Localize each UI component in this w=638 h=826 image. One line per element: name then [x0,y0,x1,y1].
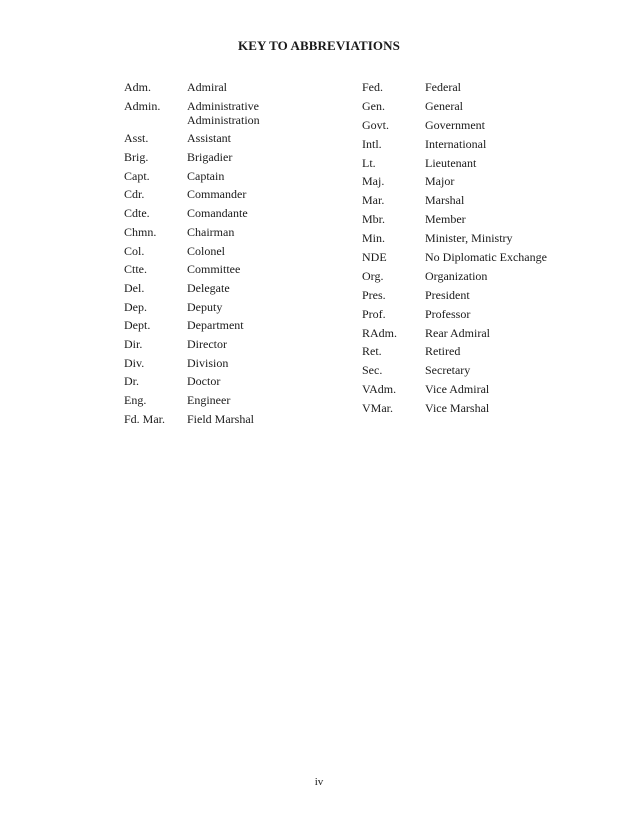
abbreviation-meaning: Brigadier [187,150,233,165]
abbreviation-row [362,80,602,94]
abbreviation-term: Dep. [124,299,147,314]
abbreviation-meaning: Vice Marshal [425,401,490,416]
abbreviation-row [362,307,602,321]
abbreviation-term: Pres. [362,287,386,302]
abbreviation-term: Div. [124,355,145,370]
abbreviation-row [362,118,602,132]
abbreviation-row [362,174,602,188]
abbreviation-term: Sec. [362,363,383,378]
abbreviation-meaning: Retired [425,344,461,359]
abbreviation-term: RAdm. [362,325,398,340]
abbreviation-row [362,250,602,264]
abbreviation-term: Fd. Mar. [124,411,166,426]
abbreviation-meaning: Engineer [187,393,231,407]
abbreviation-row [362,363,602,377]
abbreviation-row [124,99,364,127]
abbreviation-term: Mbr. [362,212,386,227]
abbreviation-row [362,193,602,207]
abbreviation-row [124,206,364,220]
abbreviation-term: Cdte. [124,206,150,221]
abbreviation-term: Dir. [124,336,143,351]
abbreviation-meaning: Colonel [187,243,225,258]
abbreviation-row [362,137,602,151]
abbreviation-meaning: Major [425,174,455,189]
abbreviation-meaning: Field Marshal [187,411,254,426]
abbreviation-term: Admin. [124,98,161,113]
abbreviation-meaning: Rear Admiral [425,325,490,340]
abbreviation-row [124,187,364,201]
abbreviation-term: Fed. [362,80,383,94]
abbreviation-row [124,225,364,239]
abbreviation-meaning: Department [187,318,244,333]
abbreviation-term: Gen. [362,98,385,113]
abbreviation-meaning: Vice Admiral [425,382,490,397]
abbreviations-right-column [362,80,602,420]
abbreviation-term: Dept. [124,318,151,333]
abbreviation-meaning: Committee [187,262,241,277]
abbreviation-row [362,382,602,396]
abbreviation-row [124,131,364,145]
abbreviation-term: Min. [362,231,386,246]
abbreviation-row [124,80,364,94]
abbreviation-term: Adm. [124,80,151,94]
abbreviation-row [124,150,364,164]
abbreviation-row [124,300,364,314]
abbreviation-meaning: Government [425,117,485,132]
abbreviation-meaning: Assistant [187,131,232,146]
abbreviation-meaning: Delegate [187,280,230,295]
abbreviation-term: Asst. [124,131,149,146]
abbreviation-row [124,374,364,388]
abbreviation-row [124,393,364,407]
abbreviation-term: Cdr. [124,187,145,202]
abbreviation-meaning: Secretary [425,363,471,378]
abbreviation-meaning: Minister, Ministry [425,231,513,246]
abbreviation-row [362,99,602,113]
abbreviation-row [124,262,364,276]
abbreviations-left-column [124,80,364,430]
abbreviation-term: Lt. [362,155,376,170]
abbreviation-row [124,318,364,332]
abbreviation-term: Ctte. [124,262,147,277]
abbreviation-meaning: Marshal [425,193,465,208]
abbreviation-row [124,356,364,370]
abbreviation-meaning: International [425,136,487,151]
abbreviation-term: Dr. [124,374,139,389]
abbreviation-meaning: Doctor [187,374,221,389]
abbreviation-row [362,156,602,170]
abbreviation-meaning: Comandante [187,206,248,221]
abbreviation-meaning: Chairman [187,224,235,239]
page-title: KEY TO ABBREVIATIONS [238,38,400,53]
abbreviation-row [362,269,602,283]
abbreviation-term: VAdm. [362,382,397,397]
abbreviation-term: Col. [124,243,145,258]
abbreviation-meaning: Federal [425,80,461,94]
abbreviation-row [124,337,364,351]
abbreviation-term: Del. [124,280,145,295]
abbreviation-term: Intl. [362,136,382,151]
abbreviation-term: NDE [362,250,387,265]
abbreviation-row [362,231,602,245]
abbreviation-meaning: Commander [187,187,247,202]
abbreviation-term: Maj. [362,174,385,189]
abbreviation-meaning: General [425,98,463,113]
abbreviation-term: Brig. [124,150,149,165]
abbreviation-term: Prof. [362,306,386,321]
abbreviation-term: Eng. [124,393,147,407]
abbreviation-term: Capt. [124,168,150,183]
abbreviation-term: Mar. [362,193,385,208]
abbreviation-meaning: Lieutenant [425,155,477,170]
abbreviation-term: VMar. [362,401,393,416]
abbreviation-row [124,281,364,295]
abbreviation-term: Govt. [362,117,389,132]
abbreviation-row [362,344,602,358]
abbreviation-row [362,401,602,415]
abbreviation-meaning: Member [425,212,466,227]
abbreviation-meaning: Division [187,355,229,370]
abbreviation-term: Ret. [362,344,382,359]
abbreviation-meaning: Professor [425,306,471,321]
abbreviation-meaning: Captain [187,168,225,183]
page-number: iv [314,776,324,788]
abbreviation-term: Org. [362,268,384,283]
abbreviation-meaning: Admiral [187,80,227,94]
abbreviation-row [362,288,602,302]
abbreviation-meaning: No Diplomatic Exchange [425,250,547,265]
abbreviation-meaning: Director [187,336,227,351]
abbreviation-row [124,244,364,258]
abbreviation-row [362,212,602,226]
abbreviation-row [362,326,602,340]
abbreviation-term: Chmn. [124,224,157,239]
abbreviation-meaning: Administrative Administration [187,98,260,127]
abbreviation-row [124,412,364,426]
abbreviation-meaning: Organization [425,268,488,283]
abbreviation-row [124,169,364,183]
abbreviation-meaning: President [425,287,470,302]
abbreviation-meaning: Deputy [187,299,223,314]
